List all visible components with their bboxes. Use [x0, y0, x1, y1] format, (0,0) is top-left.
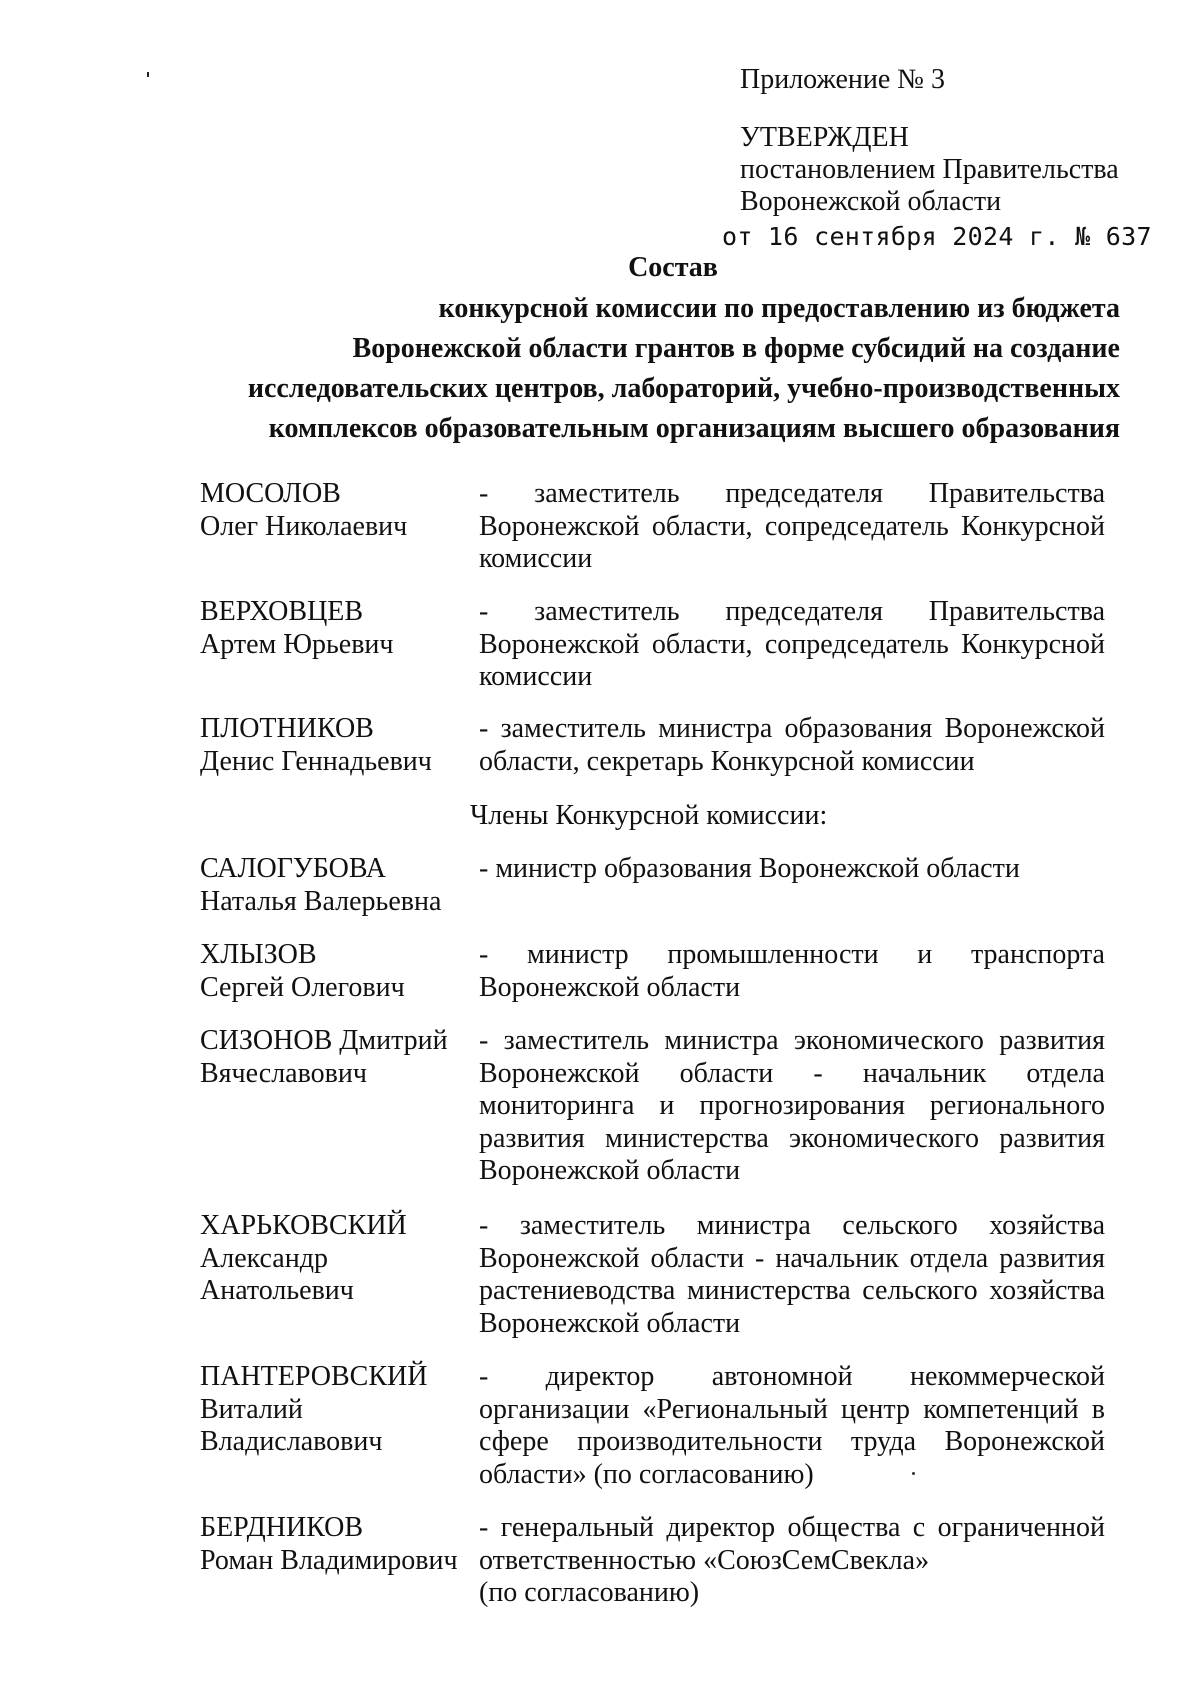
approval-line: Воронежской области [740, 186, 1002, 217]
member-name [200, 1512, 470, 1577]
member-name [200, 1210, 470, 1308]
member-name-line: Вячеславович [200, 1057, 367, 1089]
member-position: - заместитель председателя Правительства Воронежской области, сопредседатель Конкурсной комиссии [479, 478, 1105, 574]
member-position: - министр образования Воронежской области [479, 853, 1020, 884]
member-name-line: Виталий [200, 1393, 303, 1425]
member-name-line: ВЕРХОВЦЕВ [200, 596, 364, 627]
member-name [200, 939, 470, 1004]
document-title-heading: Состав [628, 252, 718, 283]
member-name [200, 713, 470, 778]
member-position: - министр промышленности и транспорта Воронежской области [479, 939, 1105, 1003]
member-name-line: Денис Геннадьевич [200, 745, 432, 777]
member-name [200, 1025, 470, 1090]
approval-line: постановлением Правительства [740, 154, 1119, 185]
member-name-line: Владиславович [200, 1426, 383, 1457]
member-name-line: Наталья Валерьевна [200, 885, 442, 917]
member-position: - генеральный директор общества с ограниченной ответственностью «СоюзСемСвекла» (по согласованию) [479, 1512, 1105, 1608]
member-name [200, 596, 470, 661]
document-title [200, 289, 1120, 449]
member-name-line: БЕРДНИКОВ [200, 1512, 364, 1543]
approval-line: УТВЕРЖДЕН [740, 122, 909, 153]
member-position: - заместитель председателя Правительства Воронежской области, сопредседатель Конкурсной комиссии [479, 596, 1105, 692]
appendix-label: Приложение № 3 [740, 64, 945, 95]
member-name-line: ХАРЬКОВСКИЙ [200, 1210, 407, 1241]
title-line: Воронежской области грантов в форме субсидий на создание [352, 333, 1120, 364]
member-position: - заместитель министра образования Воронежской области, секретарь Конкурсной комиссии [479, 713, 1105, 777]
member-name [200, 478, 470, 543]
members-section-heading: Члены Конкурсной комиссии: [470, 800, 828, 831]
approval-block [740, 122, 1119, 218]
member-position: - заместитель министра сельского хозяйства Воронежской области - начальник отдела развития растениеводства министерства сельского хозяйства Воронежской области [479, 1210, 1105, 1339]
title-line: комплексов образовательным организациям высшего образования [268, 413, 1120, 444]
member-name-line: Александр [200, 1242, 328, 1274]
member-name-line: Роман Владимирович [200, 1544, 458, 1576]
title-line: исследовательских центров, лабораторий, учебно-производственных [247, 373, 1120, 404]
resolution-date-number: от 16 сентября 2024 г. № 637 [722, 222, 1152, 251]
title-line: конкурсной комиссии по предоставлению из бюджета [438, 293, 1120, 324]
member-name-line: ПЛОТНИКОВ [200, 713, 374, 744]
member-name-line: МОСОЛОВ [200, 478, 341, 509]
member-name-line: Сергей Олегович [200, 971, 405, 1003]
member-name-line: ХЛЫЗОВ [200, 939, 317, 970]
member-name-line: САЛОГУБОВА [200, 853, 386, 884]
member-name-line: ПАНТЕРОВСКИЙ [200, 1361, 428, 1392]
member-name [200, 1361, 470, 1459]
member-name-line: Артем Юрьевич [200, 628, 394, 660]
member-name-line: Анатольевич [200, 1275, 354, 1306]
member-name-line: СИЗОНОВ Дмитрий [200, 1025, 448, 1056]
member-name [200, 853, 470, 918]
scan-speck [147, 72, 149, 77]
member-position: - директор автономной некоммерческой организации «Региональный центр компетенций в сфере производительности труда Воронежской области» (по согласованию) [479, 1361, 1105, 1490]
member-name-line: Олег Николаевич [200, 510, 408, 542]
member-position: - заместитель министра экономического развития Воронежской области - начальник отдела мониторинга и прогнозирования регионального развития министерства экономического развития Воронежской области [479, 1025, 1105, 1186]
